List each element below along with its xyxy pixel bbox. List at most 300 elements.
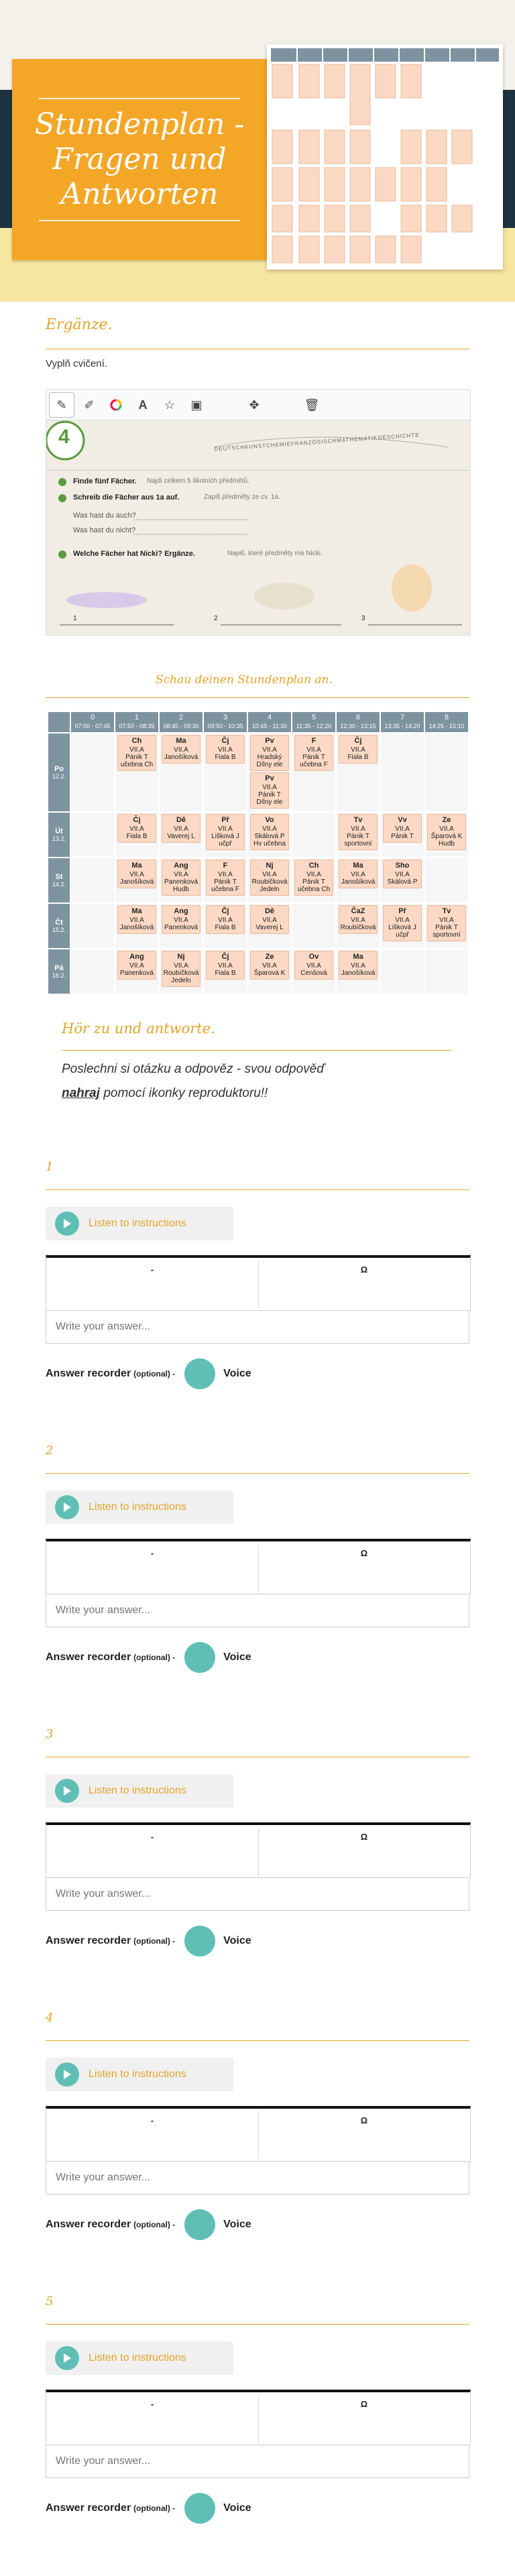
timetable-header-2	[160, 712, 203, 732]
lesson-subject: Vv	[398, 816, 407, 824]
period-number: 6	[355, 713, 361, 721]
lesson-class: VII.A	[129, 917, 144, 924]
timetable-header-5	[292, 712, 335, 732]
worksheet-num1: 1	[73, 615, 77, 622]
trash-icon[interactable]: 🗑	[304, 398, 320, 412]
listen-button[interactable]	[46, 2341, 233, 2375]
char-dash-button[interactable]: -	[150, 2399, 154, 2409]
lesson-teacher: Roubíčková	[163, 970, 199, 977]
timetable-thumbnail-image	[270, 47, 500, 267]
lesson-cell[interactable]	[339, 814, 378, 850]
timetable-header-3	[204, 712, 247, 732]
lesson-subject: F	[311, 737, 317, 745]
lesson-subject: Sho	[395, 862, 410, 870]
timetable-slot	[337, 949, 380, 994]
lesson-teacher: Vaverej L	[167, 833, 195, 840]
play-icon	[55, 1212, 79, 1236]
lesson-cell[interactable]	[206, 905, 245, 934]
question-rule	[46, 1189, 469, 1190]
timetable-slot	[425, 813, 468, 857]
record-button[interactable]	[184, 2209, 215, 2240]
lesson-class: VII.A	[351, 746, 365, 754]
lesson-cell[interactable]	[339, 905, 378, 934]
lesson-class: VII.A	[218, 917, 233, 924]
timetable-slot	[248, 949, 291, 994]
listen-label: Listen to instructions	[89, 2068, 186, 2080]
image-icon[interactable]: ▣	[190, 398, 203, 412]
play-icon	[55, 1779, 79, 1803]
lesson-cell[interactable]	[383, 860, 422, 888]
period-number: 1	[134, 713, 139, 721]
listen-button[interactable]	[46, 2058, 233, 2091]
lesson-teacher: Fiala B	[347, 754, 369, 761]
voice-label: Voice	[223, 1651, 251, 1663]
worksheet-line3-hint: Napiš, které předměty má Nicki.	[227, 550, 323, 557]
answer-input[interactable]	[46, 1877, 469, 1911]
lesson-room: učpř	[396, 931, 409, 939]
lesson-subject: Ze	[265, 953, 274, 961]
lesson-class: VII.A	[218, 871, 233, 878]
lesson-subject: Ma	[176, 737, 186, 745]
lesson-class: VII.A	[306, 962, 321, 970]
period-number: 0	[90, 713, 95, 721]
pen-icon[interactable]: ✎	[49, 392, 74, 418]
lesson-subject: Ang	[129, 953, 144, 961]
lesson-cell[interactable]	[162, 951, 201, 987]
lesson-cell[interactable]	[250, 905, 289, 934]
recorder-optional: (optional) -	[133, 2220, 176, 2229]
lesson-teacher: Skálová P	[254, 833, 285, 840]
lesson-class: VII.A	[174, 962, 188, 970]
worksheet-canvas[interactable]	[46, 420, 471, 636]
lesson-room: Dílny ele	[256, 799, 283, 806]
answer-input[interactable]	[46, 2161, 469, 2194]
worksheet-line2: Schreib die Fächer aus 1a auf.	[73, 493, 180, 502]
lesson-room: Dílny ele	[256, 761, 283, 768]
lesson-room: Hudb	[173, 886, 189, 893]
marker-icon[interactable]: ✐	[84, 398, 95, 412]
lesson-subject: Vo	[265, 816, 274, 824]
lesson-subject: F	[223, 862, 228, 870]
lesson-cell[interactable]	[294, 735, 333, 771]
lesson-teacher: Janošíková	[119, 924, 154, 931]
timetable-slot	[115, 734, 158, 811]
listening-instruction-line2	[62, 1086, 268, 1101]
period-number: 8	[444, 713, 449, 721]
char-dash-button[interactable]: -	[150, 1265, 154, 1275]
lesson-class: VII.A	[351, 962, 365, 970]
lesson-subject: Čj	[354, 737, 362, 745]
timetable-slot	[115, 858, 158, 902]
timetable-slot	[337, 904, 380, 948]
lesson-teacher: Fiala B	[215, 754, 236, 761]
listen-button[interactable]	[46, 1490, 233, 1524]
timetable-slot	[337, 734, 380, 811]
timetable-slot	[292, 949, 335, 994]
timetable-slot	[248, 813, 291, 857]
listening-instruction-bold: nahraj	[62, 1086, 101, 1100]
lesson-teacher: Šparová K	[253, 970, 286, 977]
timetable-slot	[292, 904, 335, 948]
lesson-room: učebna Ch	[297, 886, 331, 893]
lesson-class: VII.A	[129, 825, 144, 833]
timetable-header-0	[71, 712, 114, 732]
lesson-cell[interactable]	[427, 814, 466, 850]
lesson-cell[interactable]	[250, 814, 289, 850]
record-button[interactable]	[184, 2493, 215, 2524]
timetable-slot	[115, 813, 158, 857]
special-character-bar	[46, 1539, 471, 1595]
timetable-slot	[381, 813, 424, 857]
day-label	[48, 904, 70, 948]
lesson-cell[interactable]	[162, 814, 201, 843]
lesson-teacher: Fiala B	[126, 833, 148, 840]
play-icon	[55, 2062, 79, 2087]
timetable-slot	[71, 949, 114, 994]
lesson-cell[interactable]	[250, 951, 289, 980]
lesson-teacher: Hradský	[257, 754, 282, 761]
timetable-slot	[337, 858, 380, 902]
lesson-subject: Čj	[221, 953, 229, 961]
section-title-erganze: Ergänze.	[46, 316, 113, 333]
lesson-room: Jedeln	[260, 886, 280, 893]
play-icon	[55, 1495, 79, 1519]
special-character-bar	[46, 1822, 471, 1879]
day-label	[48, 949, 70, 994]
lesson-teacher: Pánik T	[258, 791, 281, 799]
timetable-slot	[425, 949, 468, 994]
record-button[interactable]	[184, 1642, 215, 1673]
timetable-title: Schau deinen Stundenplan an.	[156, 673, 333, 687]
lesson-subject: Pv	[265, 737, 274, 745]
lesson-teacher: Pánik T	[125, 754, 148, 761]
day-label	[48, 858, 70, 902]
special-character-bar	[46, 1255, 471, 1311]
timetable-row	[48, 734, 468, 811]
listen-label: Listen to instructions	[89, 2352, 186, 2363]
lesson-cell[interactable]	[250, 772, 289, 809]
recorder-label: Answer recorder	[46, 1368, 131, 1379]
lesson-teacher: Pánik T	[435, 924, 458, 931]
timetable-slot	[160, 734, 203, 811]
special-character-bar	[46, 2390, 471, 2446]
period-number: 7	[400, 713, 405, 721]
recorder-label: Answer recorder	[46, 1651, 131, 1663]
char-omega-button[interactable]: Ω	[360, 2115, 368, 2125]
lesson-cell[interactable]	[294, 860, 333, 896]
lesson-subject: Pv	[265, 774, 274, 782]
lesson-room: Hv učebna	[253, 840, 286, 847]
timetable-slot	[204, 904, 247, 948]
timetable-slot	[71, 734, 114, 811]
timetable-slot	[381, 949, 424, 994]
day-date: 12.2.	[52, 773, 66, 780]
question-number: 2	[46, 1444, 54, 1458]
lesson-teacher: Vaverej L	[255, 924, 284, 931]
lesson-subject: Tv	[353, 816, 363, 824]
listening-title: Hör zu und antworte.	[62, 1020, 215, 1037]
timetable-slot	[337, 813, 380, 857]
hero-rule-bottom	[39, 220, 240, 221]
lesson-cell[interactable]	[162, 735, 201, 764]
lesson-teacher: Panenková	[164, 924, 198, 931]
answer-recorder	[46, 1642, 251, 1673]
star-icon[interactable]: ☆	[164, 398, 176, 412]
timetable-slot	[160, 858, 203, 902]
timetable-header-7	[381, 712, 424, 732]
lesson-cell[interactable]	[427, 905, 466, 941]
lesson-teacher: Lišková J	[211, 833, 239, 840]
listening-rule	[62, 1050, 452, 1051]
timetable-slot	[71, 858, 114, 902]
timetable-slot	[292, 813, 335, 857]
move-icon[interactable]: ✥	[249, 398, 260, 412]
worksheet-badge: 4	[58, 426, 70, 448]
timetable	[47, 711, 469, 995]
lesson-cell[interactable]	[117, 814, 156, 843]
lesson-teacher: Skálová P	[387, 878, 418, 886]
timetable-slot	[71, 813, 114, 857]
timetable-slot	[248, 904, 291, 948]
timetable-slot	[292, 858, 335, 902]
lesson-cell[interactable]	[117, 951, 156, 980]
lesson-class: VII.A	[262, 825, 277, 833]
day-date: 13.2.	[52, 835, 66, 842]
text-icon[interactable]: A	[138, 398, 148, 412]
timetable-slot	[248, 858, 291, 902]
record-button[interactable]	[184, 1358, 215, 1389]
lesson-class: VII.A	[439, 917, 454, 924]
lesson-subject: Ma	[131, 907, 142, 915]
hero-title-box	[12, 59, 267, 260]
listen-button[interactable]	[46, 1207, 233, 1240]
lesson-cell[interactable]	[206, 951, 245, 980]
lesson-cell[interactable]	[206, 735, 245, 764]
lesson-class: VII.A	[218, 962, 233, 970]
lesson-cell[interactable]	[383, 905, 422, 941]
play-icon	[55, 2346, 79, 2370]
worksheet-num2: 2	[214, 615, 218, 622]
timetable-header-6	[337, 712, 380, 732]
period-number: 5	[311, 713, 317, 721]
lesson-class: VII.A	[129, 871, 144, 878]
day-name: Po	[54, 765, 64, 773]
day-name: Čt	[55, 919, 63, 927]
lesson-class: VII.A	[262, 917, 277, 924]
timetable-slot	[292, 734, 335, 811]
lesson-room: sportovní	[344, 840, 372, 847]
lesson-class: VII.A	[395, 917, 410, 924]
lesson-subject: Ch	[308, 862, 319, 870]
worksheet-line3: Welche Fächer hat Nicki? Ergänze.	[73, 550, 195, 558]
lesson-class: VII.A	[218, 746, 233, 754]
lesson-class: VII.A	[262, 746, 277, 754]
lesson-cell[interactable]	[206, 814, 245, 850]
lesson-cell[interactable]	[339, 860, 378, 888]
lesson-subject: ČaZ	[351, 907, 365, 915]
recorder-optional: (optional) -	[133, 1936, 176, 1946]
timetable-corner	[48, 712, 70, 732]
timetable-slot	[381, 904, 424, 948]
lesson-cell[interactable]	[250, 860, 289, 896]
lesson-cell[interactable]	[339, 735, 378, 764]
lesson-teacher: Janošíková	[119, 878, 154, 886]
lesson-class: VII.A	[306, 871, 321, 878]
record-button[interactable]	[184, 1926, 215, 1956]
lesson-teacher: Pánik T	[302, 754, 325, 761]
answer-recorder	[46, 1926, 251, 1956]
lesson-teacher: Panenková	[119, 970, 154, 977]
lesson-class: VII.A	[351, 917, 365, 924]
timetable-slot	[381, 734, 424, 811]
timetable-slot	[160, 813, 203, 857]
lesson-subject: Ze	[442, 816, 451, 824]
timetable-slot	[204, 734, 247, 811]
listen-label: Listen to instructions	[89, 1785, 186, 1796]
lesson-class: VII.A	[351, 871, 365, 878]
timetable-slot	[115, 949, 158, 994]
drawing-toolbar	[46, 389, 471, 421]
hero-title: Stundenplan - Fragen und Antworten	[34, 107, 245, 211]
section-instruction: Vyplň cvičení.	[46, 358, 107, 369]
period-time: 11:35 - 12:20	[296, 723, 332, 729]
period-time: 14:25 - 15:10	[428, 723, 465, 729]
lesson-subject: Ma	[353, 953, 363, 961]
day-date: 14.2.	[52, 881, 66, 888]
color-icon[interactable]	[104, 393, 128, 417]
day-label	[48, 813, 70, 857]
lesson-class: VII.A	[174, 917, 188, 924]
timetable-slot	[71, 904, 114, 948]
recorder-label: Answer recorder	[46, 2502, 131, 2514]
timetable-header-4	[248, 712, 291, 732]
period-time: 07:00 - 07:45	[74, 723, 111, 729]
question-number: 5	[46, 2294, 54, 2308]
lesson-class: VII.A	[129, 962, 144, 970]
lesson-room: učebna Ch	[120, 761, 154, 768]
char-omega-button[interactable]: Ω	[360, 1548, 368, 1558]
lesson-cell[interactable]	[250, 735, 289, 771]
lesson-teacher: Cenšová	[300, 970, 327, 977]
lesson-teacher: Roubíčková	[340, 924, 376, 931]
char-dash-button[interactable]: -	[150, 1832, 154, 1842]
answer-recorder	[46, 1358, 251, 1389]
lesson-teacher: Fiala B	[215, 924, 236, 931]
worksheet-q2: Was hast du nicht?	[73, 526, 136, 534]
lesson-subject: Čj	[133, 816, 141, 824]
timetable-slot	[115, 904, 158, 948]
listen-label: Listen to instructions	[89, 1501, 186, 1513]
day-date: 15.2.	[52, 927, 66, 933]
worksheet-q1: Was hast du auch?	[73, 512, 136, 520]
lesson-subject: Ma	[353, 862, 363, 870]
lesson-cell[interactable]	[383, 814, 422, 843]
timetable-slot	[425, 734, 468, 811]
char-omega-button[interactable]: Ω	[360, 1265, 368, 1275]
lesson-class: VII.A	[174, 871, 188, 878]
hero-banner	[0, 0, 515, 302]
lesson-class: VII.A	[174, 825, 188, 833]
lesson-class: VII.A	[174, 746, 188, 754]
char-dash-button[interactable]: -	[150, 1548, 154, 1558]
timetable-row	[48, 949, 468, 994]
answer-recorder	[46, 2493, 251, 2524]
lesson-teacher: Pánik T	[214, 878, 237, 886]
day-name: St	[55, 873, 63, 881]
period-number: 3	[223, 713, 228, 721]
lesson-cell[interactable]	[117, 860, 156, 888]
question-rule	[46, 2040, 469, 2041]
lesson-cell[interactable]	[294, 951, 333, 980]
lesson-cell[interactable]	[162, 905, 201, 934]
timetable-slot	[204, 813, 247, 857]
answer-input[interactable]	[46, 2445, 469, 2478]
worksheet-line1: Finde fünf Fächer.	[73, 477, 137, 485]
answer-input[interactable]	[46, 1594, 469, 1627]
timetable-slot	[381, 858, 424, 902]
period-time: 12:30 - 13:15	[340, 723, 376, 729]
period-time: 09:50 - 10:35	[207, 723, 243, 729]
lesson-teacher: Panenková	[164, 878, 198, 886]
listen-button[interactable]	[46, 1774, 233, 1808]
lesson-room: učebna F	[211, 886, 239, 893]
lesson-class: VII.A	[395, 825, 410, 833]
lesson-subject: Ov	[308, 953, 319, 961]
lesson-teacher: Pánik T	[391, 833, 414, 840]
period-time: 07:50 - 08:35	[119, 723, 155, 729]
lesson-teacher: Lišková J	[388, 924, 416, 931]
lesson-teacher: Janošíková	[341, 970, 376, 977]
lesson-cell[interactable]	[206, 860, 245, 896]
lesson-class: VII.A	[306, 746, 321, 754]
char-dash-button[interactable]: -	[150, 2115, 154, 2125]
lesson-cell[interactable]	[117, 905, 156, 934]
question-number: 4	[46, 2011, 54, 2025]
lesson-subject: Ang	[174, 862, 188, 870]
lesson-room: učebna F	[300, 761, 328, 768]
timetable-slot	[425, 858, 468, 902]
lesson-teacher: Pánik T	[302, 878, 325, 886]
lesson-subject: Čj	[221, 737, 229, 745]
lesson-teacher: Šparová K	[431, 833, 463, 840]
lesson-cell[interactable]	[117, 735, 156, 771]
timetable-slot	[160, 904, 203, 948]
timetable-header-1	[115, 712, 158, 732]
lesson-teacher: Janošíková	[164, 754, 198, 761]
lesson-cell[interactable]	[339, 951, 378, 980]
lesson-room: učpř	[219, 840, 232, 847]
hero-timetable-thumbnail	[267, 44, 503, 270]
lesson-room: Hudb	[439, 840, 455, 847]
lesson-class: VII.A	[262, 962, 277, 970]
lesson-class: VII.A	[395, 871, 410, 878]
answer-input[interactable]	[46, 1310, 469, 1344]
period-time: 13:35 - 14:20	[384, 723, 420, 729]
char-omega-button[interactable]: Ω	[360, 1832, 368, 1842]
char-omega-button[interactable]: Ω	[360, 2399, 368, 2409]
lesson-cell[interactable]	[162, 860, 201, 896]
listening-instruction: Poslechni si otázku a odpověz - svou odpověď	[62, 1062, 325, 1076]
lesson-subject: Dě	[264, 907, 275, 915]
lesson-subject: Ma	[131, 862, 142, 870]
timetable-row	[48, 858, 468, 902]
answer-recorder	[46, 2209, 251, 2240]
lesson-class: VII.A	[129, 746, 144, 754]
timetable-slot	[160, 949, 203, 994]
period-number: 4	[267, 713, 272, 721]
recorder-optional: (optional) -	[133, 1369, 176, 1379]
voice-label: Voice	[223, 1368, 251, 1379]
